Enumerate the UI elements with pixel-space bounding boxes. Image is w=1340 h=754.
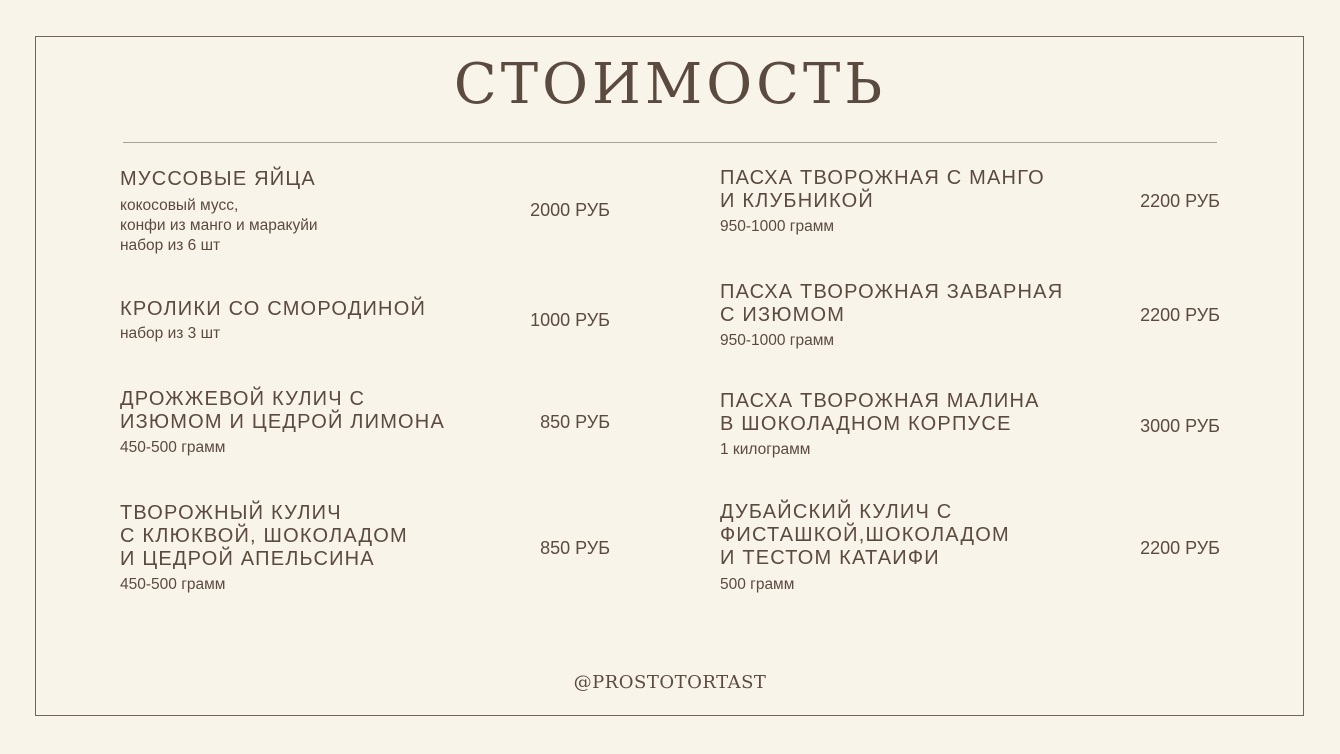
item-price: 1000 РУБ (530, 310, 610, 330)
item-price: 2200 РУБ (1140, 538, 1220, 558)
item-name: МУССОВЫЕ ЯЙЦА (120, 168, 316, 190)
menu-frame (35, 36, 1304, 716)
item-details: набор из 3 шт (120, 325, 221, 342)
menu-item (120, 298, 426, 344)
item-details: 950-1000 грамм (720, 332, 835, 349)
menu-item (120, 168, 318, 256)
item-price: 850 РУБ (540, 538, 610, 558)
item-name: ПАСХА ТВОРОЖНАЯ С МАНГО И КЛУБНИКОЙ (720, 167, 1045, 212)
item-price: 2200 РУБ (1140, 305, 1220, 325)
item-name: ДУБАЙСКИЙ КУЛИЧ С ФИСТАШКОЙ,ШОКОЛАДОМ И ТЕСТОМ КАТАИФИ (720, 501, 1010, 569)
menu-item (720, 501, 1010, 595)
menu-item (720, 167, 1045, 237)
item-details: 450-500 грамм (120, 576, 226, 593)
item-price: 850 РУБ (540, 412, 610, 432)
title-divider (123, 142, 1217, 143)
item-details: кокосовый мусс, конфи из манго и маракуйи набор из 6 шт (120, 197, 318, 254)
item-name: ТВОРОЖНЫЙ КУЛИЧ С КЛЮКВОЙ, ШОКОЛАДОМ И ЦЕДРОЙ АПЕЛЬСИНА (120, 502, 408, 570)
item-name: ПАСХА ТВОРОЖНАЯ ЗАВАРНАЯ С ИЗЮМОМ (720, 281, 1064, 326)
item-details: 450-500 грамм (120, 439, 226, 456)
item-name: КРОЛИКИ СО СМОРОДИНОЙ (120, 298, 427, 320)
item-details: 1 килограмм (720, 441, 811, 458)
item-name: ДРОЖЖЕВОЙ КУЛИЧ С ИЗЮМОМ И ЦЕДРОЙ ЛИМОНА (120, 388, 445, 433)
item-price: 2200 РУБ (1140, 191, 1220, 211)
item-details: 950-1000 грамм (720, 218, 835, 235)
item-price: 2000 РУБ (530, 200, 610, 220)
menu-item (720, 281, 1063, 351)
instagram-handle: @PROSTOTORTAST (573, 672, 767, 693)
page-title: СТОИМОСТЬ (453, 52, 887, 117)
menu-item (120, 388, 445, 458)
menu-item (120, 502, 408, 595)
item-details: 500 грамм (720, 576, 795, 593)
item-price: 3000 РУБ (1140, 416, 1220, 436)
menu-item (720, 390, 1040, 460)
item-name: ПАСХА ТВОРОЖНАЯ МАЛИНА В ШОКОЛАДНОМ КОРПУСЕ (720, 390, 1040, 435)
